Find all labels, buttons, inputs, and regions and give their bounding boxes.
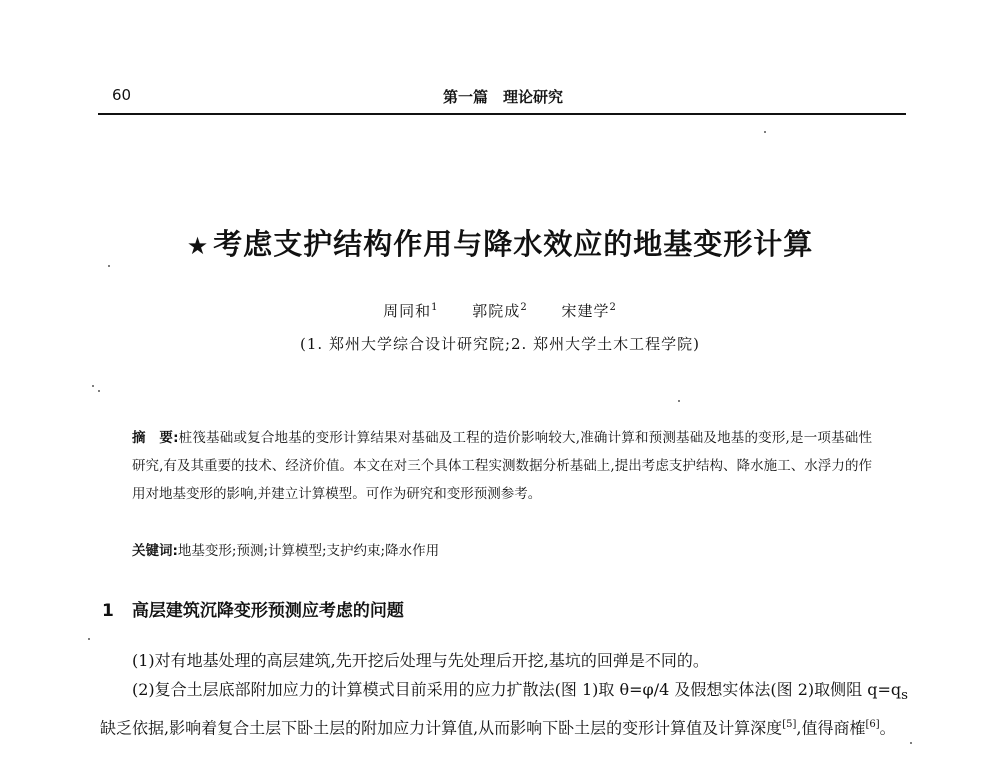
abstract-label: 摘 要: xyxy=(132,430,179,446)
scan-speck xyxy=(678,400,680,402)
author-list xyxy=(0,300,1000,321)
section-title: 高层建筑沉降变形预测应考虑的问题 xyxy=(131,601,404,621)
keywords xyxy=(132,539,872,559)
section-number: 1 xyxy=(102,601,114,621)
page-number: 60 xyxy=(112,86,132,104)
scan-speck xyxy=(910,742,912,744)
paper-title-text: 考虑支护结构作用与降水效应的地基变形计算 xyxy=(213,227,814,261)
section-1-heading xyxy=(102,596,404,621)
paragraph-1: (1)对有地基处理的高层建筑,先开挖后处理与先处理后开挖,基坑的回弹是不同的。 xyxy=(132,651,709,670)
scan-speck xyxy=(92,385,94,387)
affiliations: (1. 郑州大学综合设计研究院;2. 郑州大学土木工程学院) xyxy=(300,335,700,353)
paragraph-2: (2)复合土层底部附加应力的计算模式目前采用的应力扩散法(图 1)取 θ=φ/4 及假想实体法(图 2)取侧阻 $q=q_s$ 缺乏依据,影响着复合土层下卧土层的附加应力计算值,从而影响下卧土层的变形计算值及计算深度[5],值得商榷[6]。 xyxy=(100,680,908,738)
running-head xyxy=(100,86,906,108)
citation: [6] xyxy=(865,719,880,731)
star-icon: ★ xyxy=(186,232,210,260)
scan-speck xyxy=(88,638,90,640)
scan-speck xyxy=(764,131,766,133)
scan-speck xyxy=(108,265,110,267)
author: 郭院成$^2$ xyxy=(472,302,528,320)
keywords-text: 地基变形;预测;计算模型;支护约束;降水作用 xyxy=(177,543,440,559)
header-rule xyxy=(98,113,906,115)
author: 周同和$^1$ xyxy=(383,302,439,320)
scan-speck xyxy=(98,390,100,392)
paper-title xyxy=(0,222,1000,263)
keywords-label: 关键词: xyxy=(132,543,178,559)
abstract xyxy=(132,424,872,508)
abstract-text: 桩筏基础或复合地基的变形计算结果对基础及工程的造价影响较大,准确计算和预测基础及地基的变形,是一项基础性研究,有及其重要的技术、经济价值。本文在对三个具体工程实测数据分析基础上,提出考虑支护结构、降水施工、水浮力的作用对地基变形的影响,并建立计算模型。可作为研究和变形预测参考。 xyxy=(132,430,872,502)
citation: [5] xyxy=(782,719,797,731)
section-1-body xyxy=(100,646,908,743)
section-heading: 第一篇 理论研究 xyxy=(442,88,563,106)
author: 宋建学$^2$ xyxy=(561,302,617,320)
